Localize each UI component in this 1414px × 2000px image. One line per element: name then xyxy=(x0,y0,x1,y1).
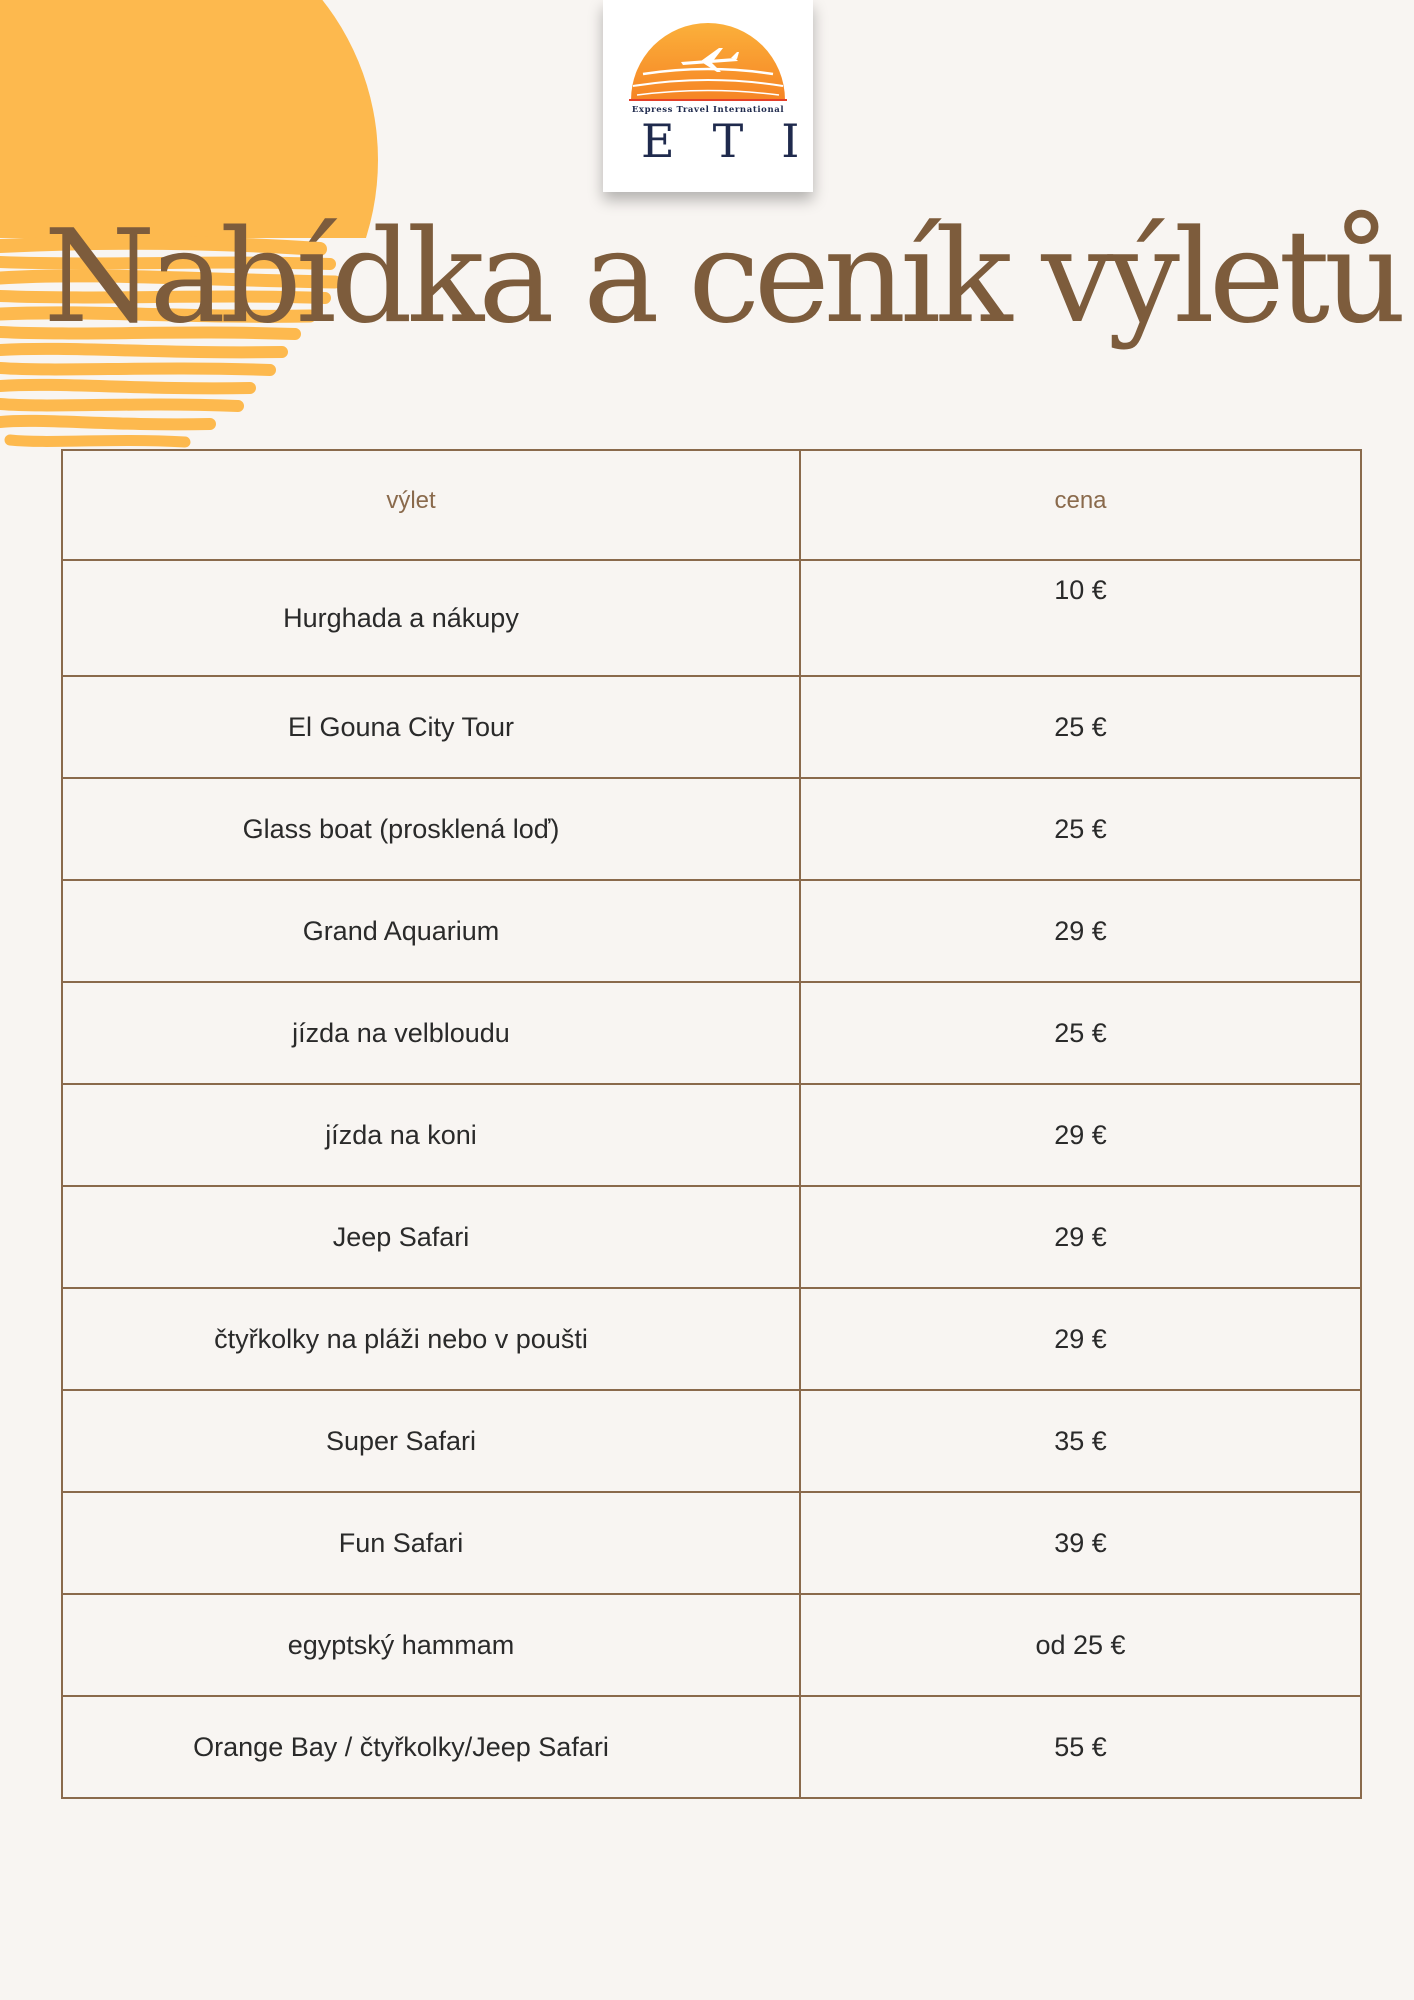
trip-name: El Gouna City Tour xyxy=(62,676,800,778)
table-row xyxy=(62,560,1361,676)
table-header-row xyxy=(62,450,1361,560)
trip-name: Fun Safari xyxy=(62,1492,800,1594)
trip-name: jízda na koni xyxy=(62,1084,800,1186)
table-row xyxy=(62,1390,1361,1492)
table-row xyxy=(62,1288,1361,1390)
trip-name: Grand Aquarium xyxy=(62,880,800,982)
header-trip: výlet xyxy=(62,450,800,560)
trip-name: Jeep Safari xyxy=(62,1186,800,1288)
trip-price: 10 € xyxy=(800,560,1361,676)
trip-name: Super Safari xyxy=(62,1390,800,1492)
table-row xyxy=(62,676,1361,778)
trip-price: 25 € xyxy=(800,982,1361,1084)
table-row xyxy=(62,880,1361,982)
table-row xyxy=(62,1084,1361,1186)
trip-price: 29 € xyxy=(800,1288,1361,1390)
table-row xyxy=(62,1492,1361,1594)
trip-price: od 25 € xyxy=(800,1594,1361,1696)
price-table xyxy=(61,449,1362,1799)
trip-name: Hurghada a nákupy xyxy=(62,560,800,676)
trip-price: 29 € xyxy=(800,1186,1361,1288)
trip-price: 55 € xyxy=(800,1696,1361,1798)
trip-price: 25 € xyxy=(800,676,1361,778)
trip-name: jízda na velbloudu xyxy=(62,982,800,1084)
trip-price: 35 € xyxy=(800,1390,1361,1492)
table-row xyxy=(62,1696,1361,1798)
trip-name: egyptský hammam xyxy=(62,1594,800,1696)
table-row xyxy=(62,778,1361,880)
header-price: cena xyxy=(800,450,1361,560)
logo-tagline: Express Travel International xyxy=(631,105,785,115)
trip-price: 29 € xyxy=(800,880,1361,982)
table-row xyxy=(62,982,1361,1084)
page-title: Nabídka a ceník výletů xyxy=(43,203,1401,352)
trip-name: Orange Bay / čtyřkolky/Jeep Safari xyxy=(62,1696,800,1798)
trip-name: čtyřkolky na pláži nebo v poušti xyxy=(62,1288,800,1390)
table-row xyxy=(62,1186,1361,1288)
trip-name: Glass boat (prosklená loď) xyxy=(62,778,800,880)
eti-logo xyxy=(603,0,838,192)
logo-letters: ETI xyxy=(641,114,838,168)
trip-price: 25 € xyxy=(800,778,1361,880)
trip-price: 39 € xyxy=(800,1492,1361,1594)
trip-price: 29 € xyxy=(800,1084,1361,1186)
table-row xyxy=(62,1594,1361,1696)
